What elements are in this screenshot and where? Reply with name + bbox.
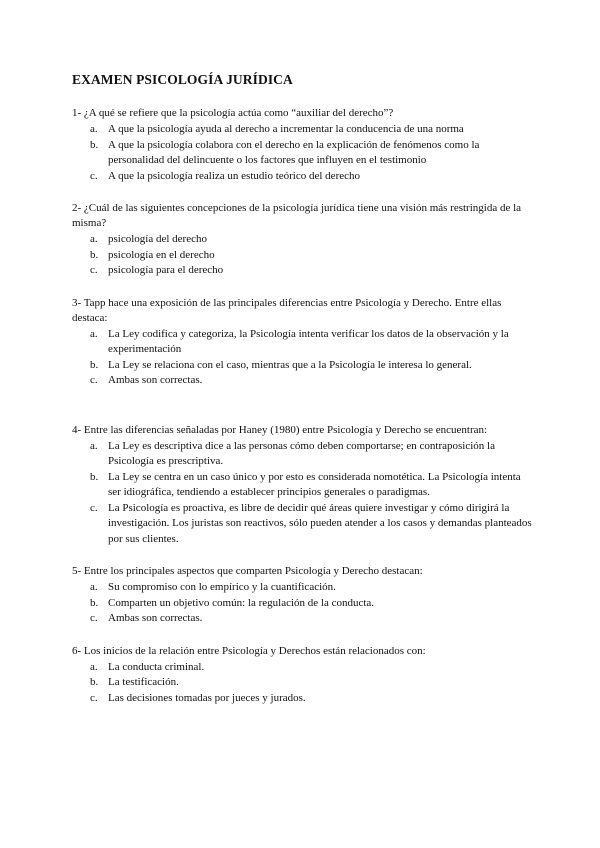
question-text: 2- ¿Cuál de las siguientes concepciones de la psicología jurídica tiene una visión más restringida de la misma? [72, 202, 522, 229]
options-list [72, 232, 532, 279]
options-list [72, 660, 532, 707]
question-3 [72, 296, 532, 389]
option-c [72, 611, 532, 627]
option-letter: c. [90, 169, 98, 182]
option-text: La Ley se centra en un caso único y por esto es considerada nomotética. La Psicología intenta ser idiográfica, tendiendo a establecer principios generales o paradigmas. [108, 470, 521, 498]
question-text: 5- Entre los principales aspectos que comparten Psicología y Derecho destacan: [72, 565, 423, 577]
options-list [72, 439, 532, 548]
option-a [72, 580, 532, 596]
option-text: Ambas son correctas. [108, 374, 203, 386]
option-b [72, 675, 532, 691]
option-text: Ambas son correctas. [108, 612, 203, 624]
option-text: psicología para el derecho [108, 264, 224, 276]
option-b [72, 358, 532, 374]
option-text: Las decisiones tomadas por jueces y jurados. [108, 691, 306, 704]
question-text: 4- Entre las diferencias señaladas por Haney (1980) entre Psicología y Derecho se encuentran: [72, 423, 488, 436]
option-a [72, 232, 532, 248]
option-text: La conducta criminal. [108, 660, 205, 673]
options-list [72, 122, 532, 184]
option-text: La Ley es descriptiva dice a las personas cómo deben comportarse; en contraposición la Psicología es prescriptiva. [108, 439, 495, 467]
option-text: Comparten un objetivo común: la regulación de la conducta. [108, 596, 375, 609]
option-b [72, 138, 532, 169]
option-text: A que la psicología realiza un estudio teórico del derecho [108, 169, 360, 182]
option-text: Su compromiso con lo empírico y la cuantificación. [108, 581, 336, 593]
page-title: EXAMEN PSICOLOGÍA JURÍDICA [72, 72, 293, 87]
option-b [72, 248, 532, 264]
question-text: 3- Tapp hace una exposición de las principales diferencias entre Psicología y Derecho. Entre ellas destaca: [72, 296, 502, 324]
option-c [72, 373, 532, 389]
options-list [72, 580, 532, 627]
option-a [72, 439, 532, 470]
option-letter: b. [90, 676, 99, 688]
option-letter: a. [90, 123, 98, 135]
option-a [72, 327, 532, 358]
option-text: psicología del derecho [108, 233, 207, 245]
option-letter: c. [90, 501, 98, 514]
option-c [72, 169, 532, 185]
option-text: La Psicología es proactiva, es libre de decidir qué áreas quiere investigar y cómo dirigirá la investigación. Los juristas son reactivos, sólo pueden atender a los casos y demandas planteados por sus clientes. [108, 501, 532, 545]
question-text: 6- Los inicios de la relación entre Psicología y Derechos están relacionados con: [72, 644, 426, 657]
option-letter: b. [90, 470, 99, 483]
option-b [72, 470, 532, 501]
option-letter: c. [90, 691, 98, 704]
question-1 [72, 106, 532, 184]
option-letter: c. [90, 264, 98, 276]
question-4 [72, 423, 532, 548]
option-letter: b. [90, 248, 99, 261]
option-c [72, 501, 532, 548]
option-letter: a. [90, 581, 98, 593]
option-text: La Ley codifica y categoriza, la Psicología intenta verificar los datos de la observación y la experimentación [108, 327, 509, 355]
question-5 [72, 564, 532, 627]
option-a [72, 660, 532, 676]
option-letter: b. [90, 358, 99, 371]
option-text: psicología en el derecho [108, 248, 215, 261]
option-text: A que la psicología ayuda al derecho a incrementar la conducencia de una norma [108, 123, 464, 135]
option-letter: b. [90, 596, 99, 609]
option-text: A que la psicología colabora con el derecho en la explicación de fenómenos como la personalidad del delincuente o los factores que influyen en el testimonio [108, 138, 480, 166]
question-6 [72, 644, 532, 707]
blank-line [72, 406, 532, 423]
option-text: La Ley se relaciona con el caso, mientras que a la Psicología le interesa lo general. [108, 358, 472, 371]
option-letter: c. [90, 612, 98, 624]
option-letter: a. [90, 233, 98, 245]
option-b [72, 596, 532, 612]
option-letter: a. [90, 660, 98, 673]
option-letter: a. [90, 327, 98, 340]
options-list [72, 327, 532, 389]
option-c [72, 263, 532, 279]
option-letter: b. [90, 138, 99, 151]
option-c [72, 691, 532, 707]
question-text: 1- ¿A qué se refiere que la psicología actúa como “auxiliar del derecho”? [72, 107, 394, 119]
option-letter: c. [90, 374, 98, 386]
question-2 [72, 201, 532, 279]
option-text: La testificación. [108, 676, 179, 688]
option-a [72, 122, 532, 138]
option-letter: a. [90, 439, 98, 452]
exam-page [72, 72, 532, 723]
